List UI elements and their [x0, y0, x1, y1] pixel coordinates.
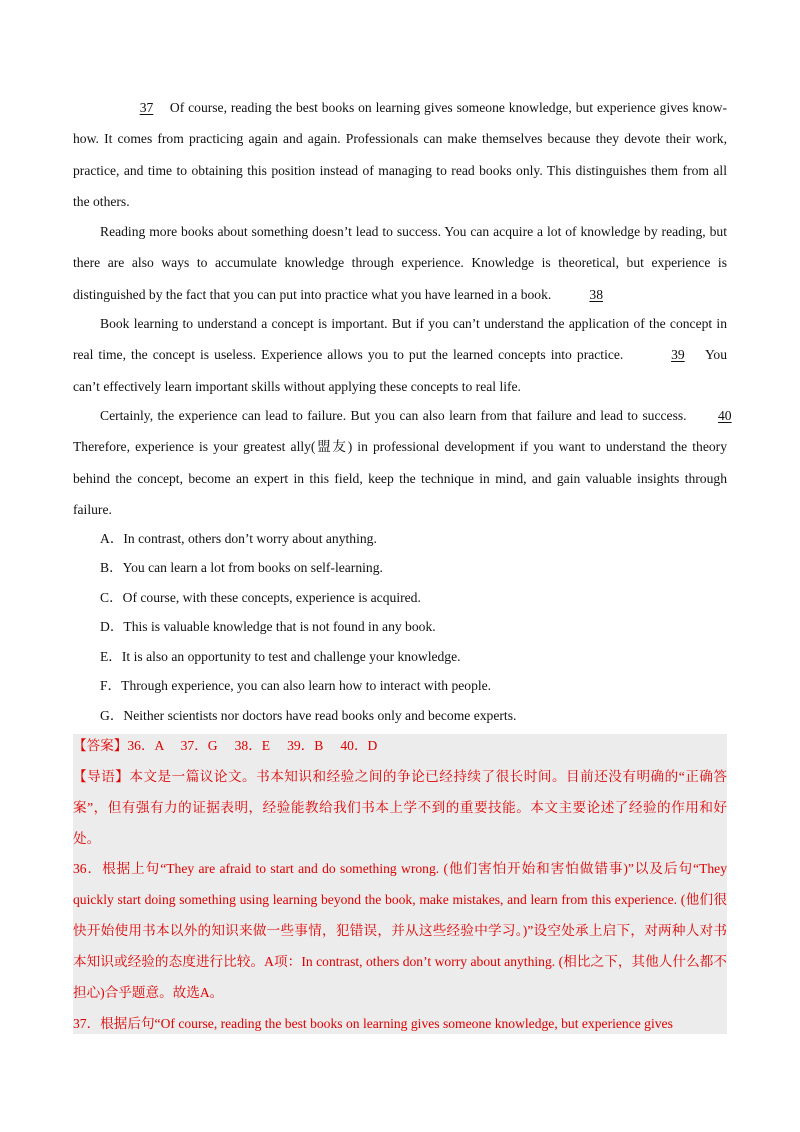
option-e: E．It is also an opportunity to test and challenge your knowledge.	[100, 649, 461, 664]
paragraph-4-tail: Therefore, experience is your greatest ally(盟友) in professional development if you want to understand the theory behind the concept, become an expert in this field, keep the technique in mind, and gain valuable insights through failure.	[73, 439, 727, 517]
answer-tag: 【答案】	[73, 738, 128, 753]
paragraph-4-text: Certainly, the experience can lead to failure. But you can also learn from that failure and lead to success.	[100, 408, 687, 423]
option-g: G．Neither scientists nor doctors have read books only and become experts.	[100, 708, 517, 723]
option-b: B．You can learn a lot from books on self-learning.	[100, 560, 383, 575]
passage-paragraph-3	[73, 308, 727, 402]
paragraph-3-text: Book learning to understand a concept is important. But if you can’t understand the application of the concept in real time, the concept is useless. Experience allows you to put the learned concepts into practice.	[73, 316, 727, 363]
blank-37: 37	[139, 100, 154, 115]
passage-paragraph-4	[73, 400, 732, 525]
paragraph-2-text: Reading more books about something doesn’t lead to success. You can acquire a lot of knowledge by reading, but there are also ways to accumulate knowledge through experience. Knowledge is theoretical, but experience is distinguished by the fact that you can put into practice what you have learned in a book.	[73, 224, 727, 302]
answer-line	[73, 730, 727, 761]
guide-tag: 【导语】	[73, 769, 130, 784]
paragraph-1-text: Of course, reading the best books on learning gives someone knowledge, but experience gives know-how. It comes from practicing again and again. Professionals can make themselves because they devote their work, practice, and time to obtaining this position instead of managing to read books only. This distinguishes them from all the others.	[73, 100, 727, 209]
explanation-36: 36．根据上句“They are afraid to start and do something wrong. (他们害怕开始和害怕做错事)”以及后句“They quickly start doing something using learning beyond the book, make mistakes, and learn from this experience. (他们很快开始使用书本以外的知识来做一些事情，犯错误，并从这些经验中学习。)”设空处承上启下，对两种人对书本知识或经验的态度进行比较。A项：In contrast, others don’t worry about anything. (相比之下，其他人什么都不担心)合乎题意。故选A。	[73, 861, 727, 1000]
blank-38: 38	[589, 286, 603, 302]
blank-40: 40	[718, 408, 732, 423]
option-c: C．Of course, with these concepts, experience is acquired.	[100, 590, 421, 605]
guide-text: 本文是一篇议论文。书本知识和经验之间的争论已经持续了很长时间。目前还没有明确的“正确答案”，但有强有力的证据表明，经验能教给我们书本上学不到的重要技能。本文主要论述了经验的作用和好处。	[73, 769, 728, 846]
explanation-37: 37．根据后句“Of course, reading the best books on learning gives someone knowledge, but experience gives	[73, 1016, 673, 1031]
blank-39: 39	[671, 347, 685, 363]
guide-paragraph	[73, 761, 727, 854]
answer-text: 36．A 37．G 38．E 39．B 40．D	[127, 738, 378, 753]
option-f: F．Through experience, you can also learn how to interact with people.	[100, 678, 492, 693]
option-a: A．In contrast, others don’t worry about anything.	[100, 531, 377, 546]
paragraph-3-tail: You can’t effectively learn important skills without applying these concepts to real life.	[73, 347, 727, 394]
option-d: D．This is valuable knowledge that is not found in any book.	[100, 619, 436, 634]
passage-paragraph-1	[73, 92, 727, 217]
passage-paragraph-2	[73, 216, 727, 310]
